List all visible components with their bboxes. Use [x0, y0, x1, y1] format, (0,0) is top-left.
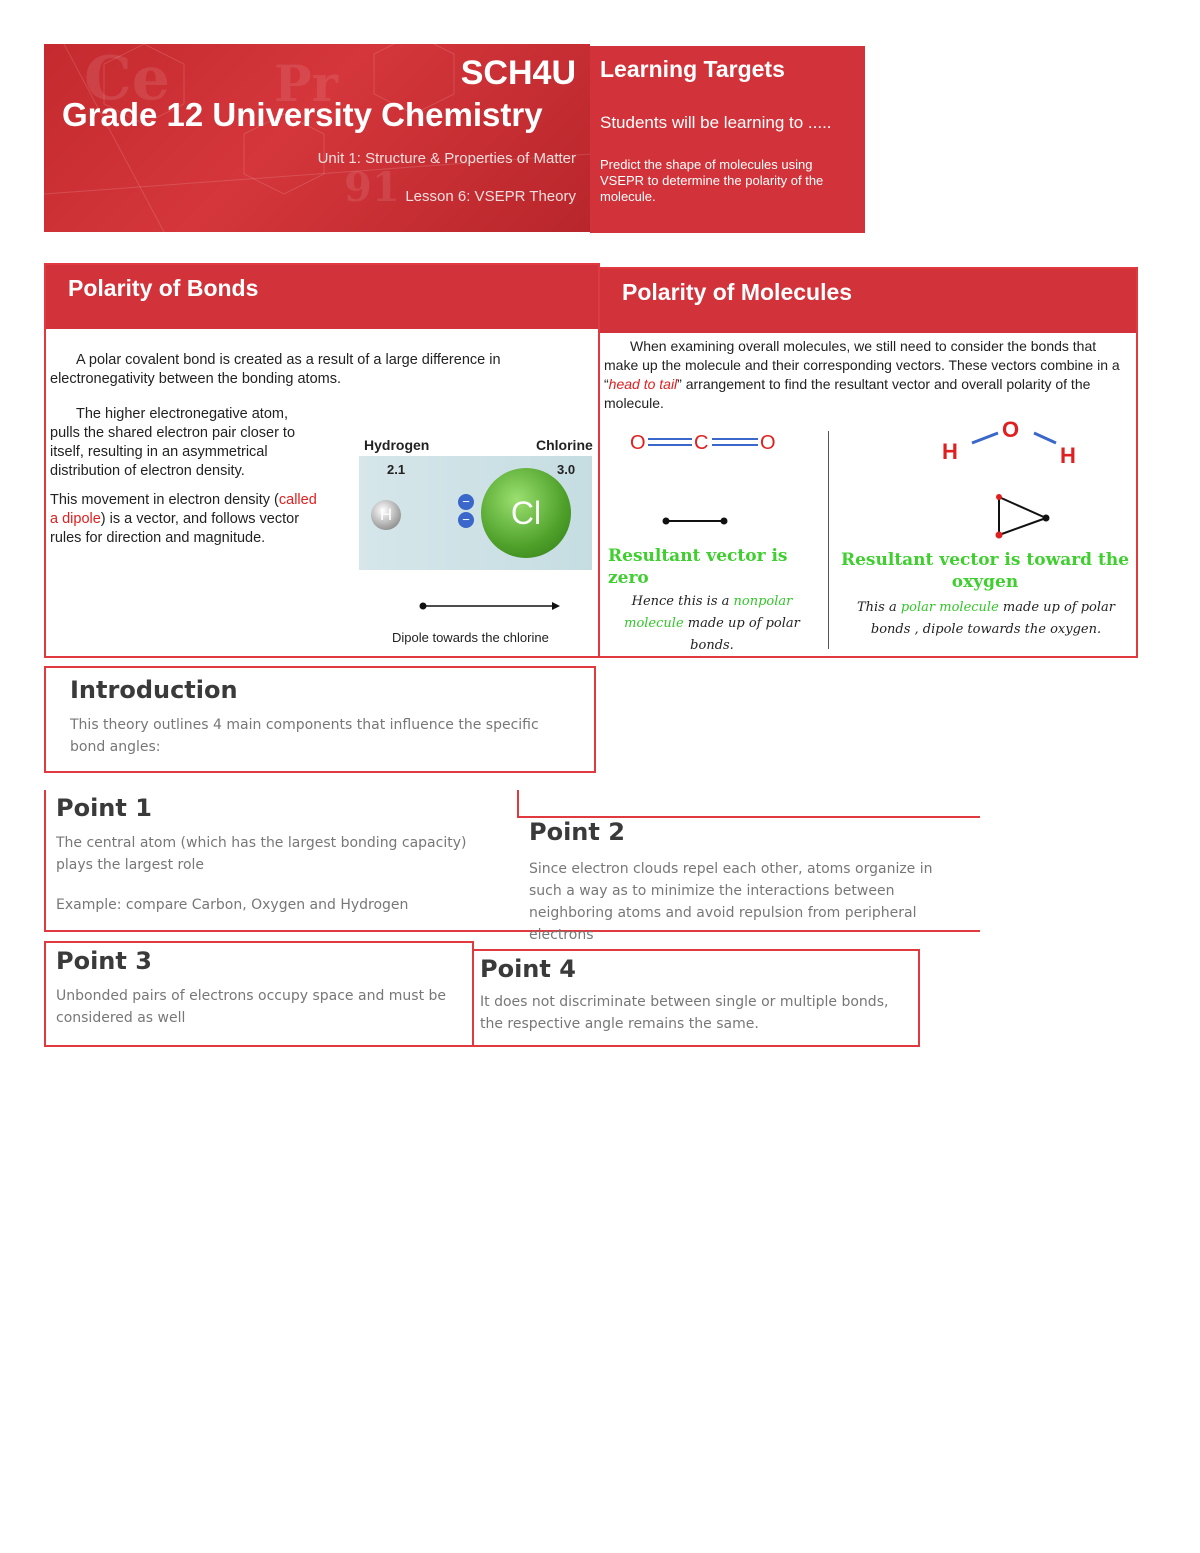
- learning-target-item: Predict the shape of molecules using VSEPR to determine the polarity of the molecule.: [600, 157, 824, 204]
- co2-atom-o1: O: [630, 432, 646, 454]
- bonds-para-1: A polar covalent bond is created as a result of a large difference in electronegativity between the bonding atoms.: [50, 352, 501, 387]
- hydrogen-label: Hydrogen: [364, 437, 430, 453]
- hydrogen-atom: H: [371, 500, 401, 530]
- introduction-title: Introduction: [70, 676, 238, 704]
- learning-targets-box: [590, 46, 865, 233]
- chlorine-label: Chlorine: [536, 437, 593, 453]
- molecules-intro: When examining overall molecules, we still need to consider the bonds that make up the molecule and their corresponding vectors. These vectors combine in a “head to tail” arrangement to find the resultant vector and overall polarity of the molecule.: [604, 338, 1120, 411]
- h2o-vector-triangle: [990, 491, 1060, 543]
- hydrogen-en: 2.1: [387, 462, 406, 477]
- electron-2: −: [458, 512, 474, 528]
- point-1-text: The central atom (which has the largest bonding capacity) plays the largest role: [56, 835, 467, 873]
- co2-atom-o2: O: [760, 432, 776, 454]
- bonds-para-2: The higher electronegative atom, pulls the shared electron pair closer to itself, resulting in an asymmetrical distribution of electron density.: [50, 406, 296, 479]
- h2o-atom-h1: H: [942, 439, 958, 464]
- unit-label: Unit 1: Structure & Properties of Matter: [317, 150, 576, 167]
- polarity-of-molecules-panel: [598, 267, 1138, 658]
- point-1-title: Point 1: [56, 794, 152, 822]
- co2-zero-vector: [660, 515, 732, 527]
- point-3-text: Unbonded pairs of electrons occupy space and must be considered as well: [56, 988, 447, 1026]
- point-4-title: Point 4: [480, 955, 576, 983]
- point-2-card: [517, 816, 980, 943]
- hcl-figure: [359, 456, 592, 570]
- co2-structure: [628, 429, 778, 455]
- introduction-text: This theory outlines 4 main components that influence the specific bond angles:: [70, 717, 539, 755]
- introduction-card: [44, 666, 596, 773]
- h2o-resultant: Resultant vector is toward the oxygen: [840, 550, 1130, 592]
- molecules-title: Polarity of Molecules: [600, 269, 1136, 333]
- h2o-note: This a polar molecule made up of polar bonds , dipole towards the oxygen.: [856, 600, 1116, 637]
- co2-atom-c: C: [694, 432, 709, 454]
- lesson-label: Lesson 6: VSEPR Theory: [405, 188, 576, 205]
- polarity-of-bonds-panel: [44, 263, 600, 658]
- chlorine-en: 3.0: [557, 462, 576, 477]
- bonds-para-3: This movement in electron density (called a dipole) is a vector, and follows vector rules for direction and magnitude.: [50, 492, 317, 546]
- h2o-atom-o: O: [1002, 417, 1020, 442]
- co2-resultant: Resultant vector is zero: [608, 546, 788, 588]
- chlorine-atom: Cl: [481, 468, 571, 558]
- learning-targets-title: Learning Targets: [600, 56, 785, 82]
- dipole-term: called a dipole: [50, 492, 317, 527]
- point-1-example: Example: compare Carbon, Oxygen and Hydrogen: [56, 897, 409, 913]
- dipole-caption: Dipole towards the chlorine: [392, 630, 549, 645]
- h2o-atom-h2: H: [1060, 443, 1076, 468]
- course-title: Grade 12 University Chemistry: [62, 96, 543, 133]
- learning-targets-lead: Students will be learning to .....: [600, 113, 832, 132]
- column-divider: [828, 431, 829, 649]
- point-4-text: It does not discriminate between single or multiple bonds, the respective angle remains the same.: [480, 994, 889, 1032]
- point-4-card: [472, 949, 920, 1047]
- point-3-title: Point 3: [56, 947, 152, 975]
- dipole-arrow: [414, 599, 564, 613]
- co2-note: Hence this is a nonpolar molecule made up of polar bonds.: [624, 594, 800, 653]
- point-2-title: Point 2: [529, 818, 625, 846]
- point-2-text: Since electron clouds repel each other, atoms organize in such a way as to minimize the interactions between neighboring atoms and avoid repulsion from peripheral electrons: [529, 861, 933, 943]
- point-1-card: [44, 790, 519, 932]
- bonds-title: Polarity of Bonds: [46, 265, 598, 329]
- head-to-tail-term: head to tail: [608, 376, 678, 392]
- electron-1: −: [458, 494, 474, 510]
- course-banner: Ce Pr 91 SCH4U Grade 12 University Chemistry Unit 1: Structure & Properties of Matter Lesson 6: VSEPR Theory: [44, 44, 590, 232]
- course-code: SCH4U: [460, 54, 576, 92]
- h2o-structure: [940, 409, 1080, 469]
- point-3-card: [44, 941, 474, 1047]
